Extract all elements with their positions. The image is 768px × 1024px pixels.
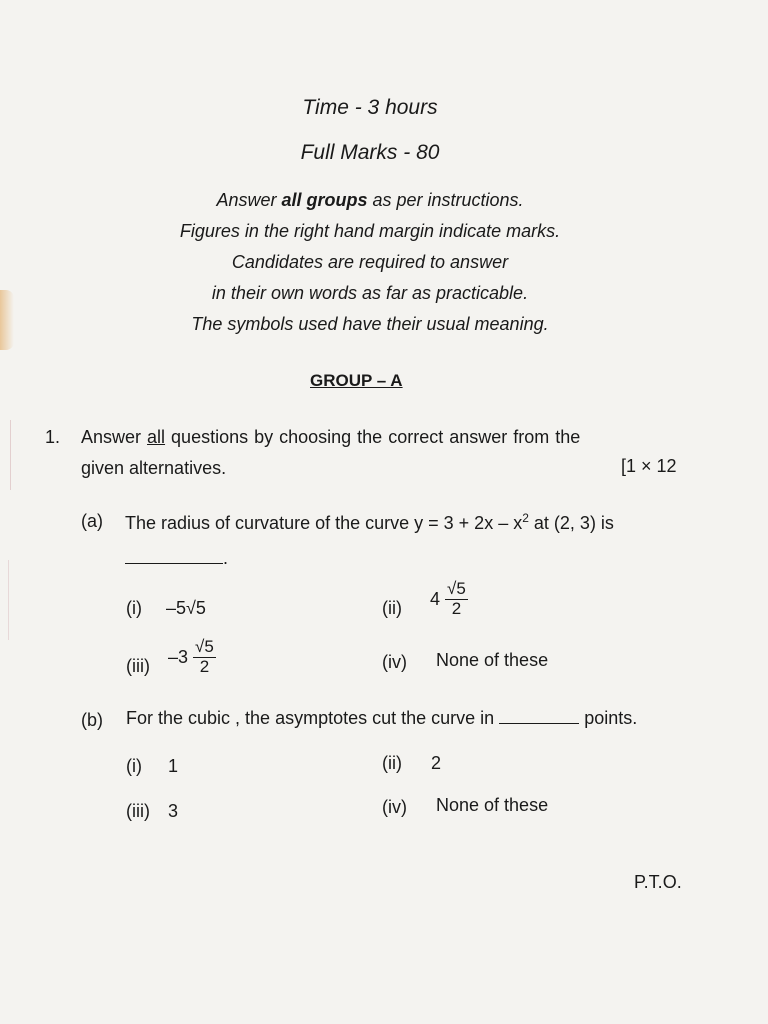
option-b-iv-value: None of these [436, 795, 549, 815]
option-b-iii-label: (iii) [126, 801, 150, 821]
blank-line [499, 709, 579, 724]
marks-allocation: [1 × 12 [621, 456, 677, 476]
instruction-line-3: Candidates are required to answer [231, 252, 509, 272]
option-a-iii-value [168, 638, 216, 676]
question-text-line-2: given alternatives. [81, 458, 227, 478]
instruction-line-2: Figures in the right hand margin indicate marks. [179, 221, 561, 241]
option-b-iii-value: 3 [168, 801, 179, 821]
option-a-i-label: (i) [126, 598, 142, 618]
question-text-part: Answer [81, 427, 148, 447]
fraction-prefix: –3 [168, 646, 189, 667]
instruction-line-1 [0, 190, 740, 211]
paper-edge-line [10, 420, 11, 490]
fraction-numerator: √5 [447, 579, 466, 598]
part-a-text-end: at (2, 3) is [528, 513, 614, 533]
marks-heading: Full Marks - 80 [300, 141, 440, 164]
instruction-text: as per instructions. [367, 190, 524, 210]
fraction [193, 638, 216, 676]
paper-edge-line [8, 560, 9, 640]
pto-footer: P.T.O. [634, 872, 682, 892]
question-number: 1. [45, 427, 61, 447]
option-a-iv-value: None of these [436, 650, 549, 670]
part-a-text-main: The radius of curvature of the curve y = 3 + 2x – x [125, 513, 523, 533]
fraction-denominator: 2 [451, 598, 462, 618]
time-heading: Time - 3 hours [302, 96, 438, 119]
option-a-i-value: –5√5 [166, 598, 206, 618]
option-b-ii-value: 2 [431, 753, 442, 773]
part-a-label: (a) [81, 511, 103, 531]
option-a-iii-label: (iii) [126, 656, 150, 676]
fraction-denominator: 2 [199, 656, 210, 676]
part-b-text-end: points. [584, 708, 638, 728]
instruction-line-4: in their own words as far as practicable. [211, 283, 529, 303]
fraction-prefix: 4 [430, 588, 441, 609]
instruction-line-5: The symbols used have their usual meaning. [191, 314, 549, 334]
group-title: GROUP – A [310, 371, 403, 390]
instruction-text: Answer [216, 190, 282, 210]
part-b-text-main: For the cubic , the asymptotes cut the curve in [126, 708, 495, 728]
blank-line [125, 549, 223, 564]
instruction-emphasis: all groups [281, 190, 368, 210]
option-a-ii-label: (ii) [382, 598, 402, 618]
option-b-i-label: (i) [126, 756, 142, 776]
blank-period: . [223, 548, 229, 568]
answer-blank [125, 548, 228, 569]
question-text [81, 427, 580, 448]
part-a-text [125, 511, 614, 534]
underlined-word: all [147, 427, 166, 447]
option-b-iv-label: (iv) [382, 797, 407, 817]
option-b-ii-label: (ii) [382, 753, 402, 773]
fraction-numerator: √5 [195, 637, 214, 656]
option-a-iv-label: (iv) [382, 652, 407, 672]
option-a-ii-value [430, 580, 468, 618]
superscript: 2 [522, 511, 529, 525]
part-b-label: (b) [81, 710, 103, 730]
option-b-i-value: 1 [168, 756, 179, 776]
fraction [445, 580, 468, 618]
question-text-part: questions by choosing the correct answer from the [165, 427, 581, 447]
part-b-text [126, 708, 637, 729]
